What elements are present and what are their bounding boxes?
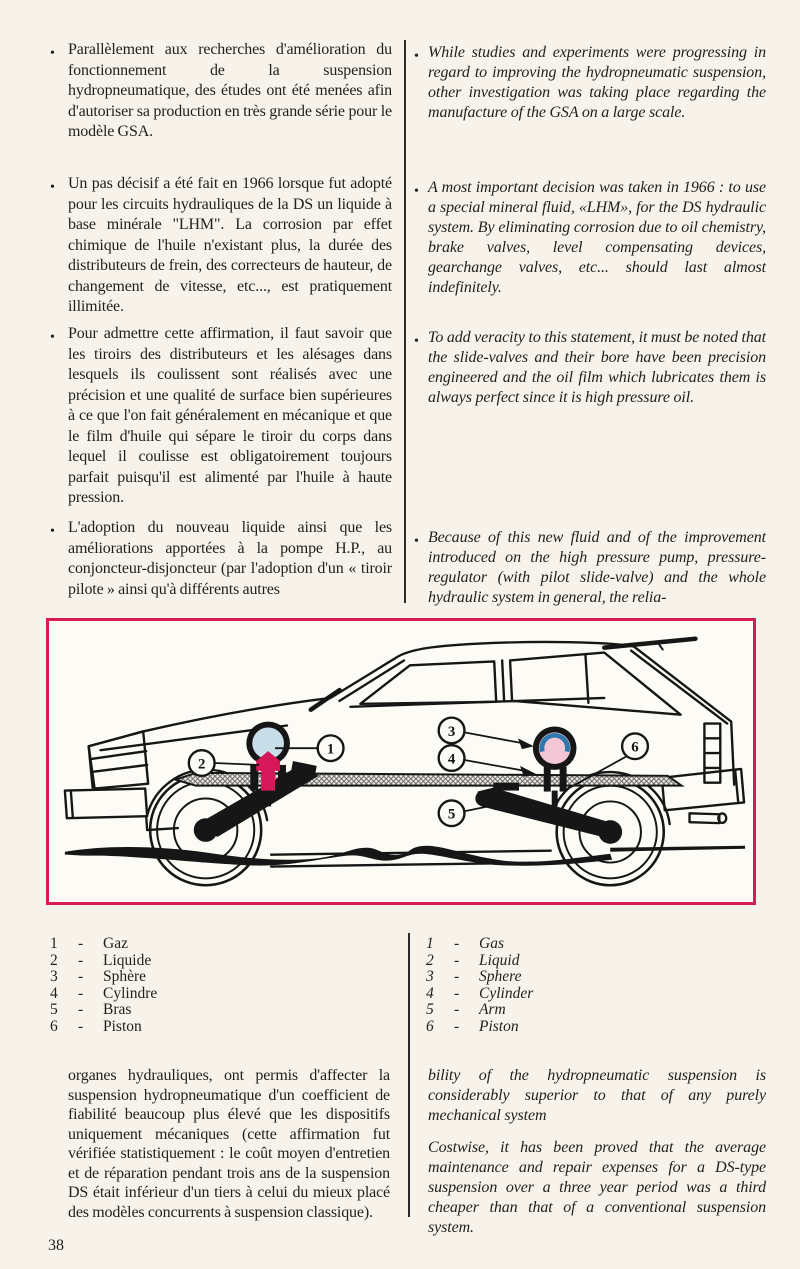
legend-item — [50, 1019, 157, 1036]
legend-label: Sphère — [103, 968, 147, 986]
rear-bumper — [662, 769, 744, 810]
legend-dash: - — [78, 984, 84, 1002]
legend-num: 2 — [50, 951, 58, 969]
rear-cylinder — [544, 767, 551, 792]
car-silhouette — [89, 642, 734, 788]
legend-num: 2 — [426, 951, 434, 969]
bullet-marker: • — [414, 334, 419, 349]
legend-item — [50, 953, 157, 970]
legend-num: 3 — [50, 968, 58, 986]
ground-shadow — [65, 846, 745, 866]
legend-num: 1 — [50, 935, 58, 952]
c-pillar — [585, 655, 588, 703]
fr-bottom-paragraph-text: organes hydrauliques, ont permis d'affecter la suspension hydropneumatique d'un coefficient de fiabilité beaucoup plus élevé que les dispositifs uniquement mécaniques (cette affirmation fut vérifiée statistiquement : le coût moyen d'entretien et de réparation pendant trois ans de la suspension DS était inférieur d'un tiers à celui du mieux placé des modèles concurrents à suspension classique). — [68, 1067, 390, 1221]
legend-french — [50, 936, 157, 1036]
en-paragraph-3-text: To add veracity to this statement, it must be noted that the slide-valves and their bore have been precision engineered and the oil film which lubricates them is always perfect since it is high pressure oil. — [428, 329, 766, 406]
bullet-marker: • — [414, 534, 419, 549]
callout-4 — [439, 745, 536, 777]
legend-dash: - — [78, 1017, 84, 1035]
en-paragraph-3 — [414, 328, 766, 408]
legend-dash: - — [78, 935, 84, 952]
legend-label: Cylinder — [479, 984, 534, 1002]
legend-label: Piston — [103, 1017, 142, 1035]
bullet-marker: • — [50, 524, 55, 539]
callout-1-number: 1 — [326, 741, 335, 758]
legend-label: Gas — [479, 935, 504, 952]
column-divider-bottom — [408, 933, 410, 1217]
legend-item — [50, 936, 157, 953]
callout-5-number: 5 — [447, 806, 456, 823]
callout-5 — [439, 800, 506, 826]
fr-paragraph-4-text: L'adoption du nouveau liquide ainsi que les améliorations apportées à la pompe H.P., au conjoncteur-disjoncteur (par l'adoption d'un « tiroir pilote » ainsi qu'à différents autres — [68, 519, 392, 598]
en-paragraph-4 — [414, 528, 766, 608]
legend-num: 6 — [426, 1017, 434, 1035]
legend-num: 4 — [426, 984, 434, 1002]
headlight-grille — [89, 731, 148, 788]
legend-dash: - — [454, 1017, 460, 1035]
en-paragraph-1 — [414, 43, 766, 123]
callout-2-number: 2 — [197, 756, 206, 773]
bullet-marker: • — [50, 46, 55, 61]
legend-item — [426, 936, 533, 953]
en-paragraph-4-text: Because of this new fluid and of the improvement introduced on the high pressure pump, pressure-regulator (with pilot slide-valve) and the whole hydraulic system in general, the relia- — [428, 529, 766, 606]
legend-english — [426, 936, 533, 1036]
fr-bottom-paragraph — [68, 1066, 390, 1222]
legend-num: 6 — [50, 1017, 58, 1035]
en-paragraph-2-text: A most important decision was taken in 1966 : to use a special mineral fluid, «LHM», for the DS hydraulic system. By eliminating corrosion due to oil chemistry, brake valves, level compensating devices, gearchange valves, etc... should last almost indefinitely. — [428, 179, 766, 296]
en-bottom-paragraph-2-text: Costwise, it has been proved that the average maintenance and repair expenses for a DS-type suspension over a three year period was a third cheaper than that of a conventional suspension system. — [428, 1139, 766, 1236]
legend-item — [426, 953, 533, 970]
legend-label: Arm — [479, 1001, 506, 1019]
fr-paragraph-1 — [46, 40, 392, 143]
rear-arm — [477, 788, 619, 840]
bullet-marker: • — [414, 184, 419, 199]
legend-dash: - — [78, 951, 84, 969]
suspension-diagram-figure — [46, 618, 756, 905]
roof-antenna — [604, 639, 695, 648]
legend-item — [426, 1019, 533, 1036]
legend-dash: - — [454, 1001, 460, 1019]
legend-dash: - — [454, 951, 460, 969]
fr-paragraph-2-text: Un pas décisif a été fait en 1966 lorsque fut adopté pour les circuits hydrauliques de la DS un liquide à base minérale "LHM". La corrosion par effet chimique de l'huile n'existant plus, la durée des distributeurs de frein, des correcteurs de hauteur, de changement de vitesse, etc..., est pratiquement illimitée. — [68, 175, 392, 315]
car-diagram-svg — [49, 621, 753, 902]
legend-label: Piston — [479, 1017, 519, 1035]
callout-6-number: 6 — [631, 739, 639, 756]
fr-paragraph-2 — [46, 174, 392, 318]
legend-label: Gaz — [103, 935, 128, 952]
legend-dash: - — [454, 984, 460, 1002]
legend-label: Bras — [103, 1001, 132, 1019]
legend-label: Liquide — [103, 951, 152, 969]
legend-num: 5 — [50, 1001, 58, 1019]
front-bumper — [65, 789, 147, 819]
legend-dash: - — [78, 968, 84, 986]
legend-dash: - — [454, 968, 460, 986]
en-bottom-paragraph-1-text: bility of the hydropneumatic suspension is considerably superior to that of any purely mechanical system — [428, 1067, 766, 1124]
legend-item — [50, 986, 157, 1003]
page-number: 38 — [48, 1237, 64, 1254]
legend-label: Liquid — [479, 951, 520, 969]
legend-item — [426, 986, 533, 1003]
legend-dash: - — [78, 1001, 84, 1019]
legend-item — [426, 1002, 533, 1019]
bullet-marker: • — [414, 49, 419, 64]
en-bottom-paragraphs — [428, 1066, 766, 1238]
fr-paragraph-1-text: Parallèlement aux recherches d'amélioration du fonctionnement de la suspension hydropneumatique, des études ont été menées afin d'autoriser sa production en très grande série pour le modèle GSA. — [68, 41, 392, 140]
fr-paragraph-4 — [46, 518, 392, 600]
en-paragraph-1-text: While studies and experiments were progressing in regard to improving the hydropneumatic suspension, other investigation was taking place regarding the manufacture of the GSA on a large scale. — [428, 44, 766, 121]
bullet-marker: • — [50, 330, 55, 345]
callout-3-number: 3 — [447, 723, 456, 740]
callout-4-number: 4 — [447, 751, 456, 768]
legend-num: 4 — [50, 984, 58, 1002]
legend-item — [50, 969, 157, 986]
legend-num: 5 — [426, 1001, 434, 1019]
legend-dash: - — [454, 935, 460, 952]
legend-item — [50, 1002, 157, 1019]
legend-num: 3 — [426, 968, 434, 986]
column-divider-top — [404, 40, 406, 603]
b-pillar — [502, 660, 504, 700]
fr-paragraph-3-text: Pour admettre cette affirmation, il faut savoir que les tiroirs des distributeurs et les alésages dans lesquels ils coulissent sont réalisés avec une précision et une qualité de surface bien supérieures à ce que l'on fait généralement en mécanique et que le film d'huile qui sépare le tiroir du corps dans lequel il coulisse est obligatoirement toujours parfait puisqu'il est alimenté par l'huile à haute pression. — [68, 325, 392, 506]
bullet-marker: • — [50, 180, 55, 195]
legend-label: Cylindre — [103, 984, 158, 1002]
sill-lines — [271, 851, 551, 867]
legend-num: 1 — [426, 935, 434, 952]
legend-item — [426, 969, 533, 986]
exhaust-pipe — [690, 813, 720, 823]
legend-label: Sphere — [479, 968, 522, 986]
en-paragraph-2 — [414, 178, 766, 298]
fr-paragraph-3 — [46, 324, 392, 509]
